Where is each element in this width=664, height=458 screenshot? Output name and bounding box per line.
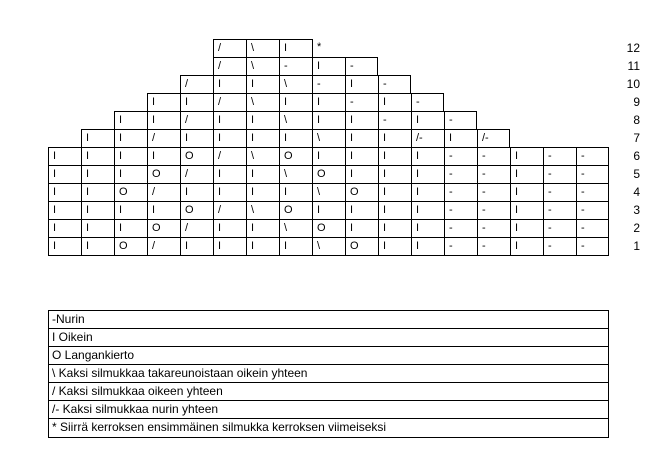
chart-cell: I xyxy=(81,183,114,202)
chart-cell: / xyxy=(213,93,246,112)
chart-cell: / xyxy=(213,147,246,166)
chart-cell: I xyxy=(246,75,279,94)
chart-cell: I xyxy=(312,57,345,76)
chart-cell: - xyxy=(477,165,510,184)
chart-cell: - xyxy=(477,237,510,256)
chart-cell: I xyxy=(81,147,114,166)
chart-cell: - xyxy=(576,237,609,256)
row-number: 5 xyxy=(633,167,640,181)
chart-cell: I xyxy=(378,201,411,220)
chart-cell: I xyxy=(114,219,147,238)
chart-cell: I xyxy=(180,129,213,148)
legend-item-k2tog: / Kaksi silmukkaa oikeen yhteen xyxy=(49,383,608,401)
chart-cell: \ xyxy=(246,93,279,112)
row-number: 3 xyxy=(633,203,640,217)
chart-cell: I xyxy=(180,93,213,112)
row-number: 11 xyxy=(627,59,640,73)
chart-cell: \ xyxy=(279,75,312,94)
chart-cell: I xyxy=(279,129,312,148)
chart-cell: I xyxy=(246,129,279,148)
chart-cell: I xyxy=(312,201,345,220)
chart-cell: I xyxy=(147,111,180,130)
chart-cell: I xyxy=(213,75,246,94)
chart-cell: I xyxy=(345,75,378,94)
chart-cell: I xyxy=(81,201,114,220)
chart-cell: I xyxy=(378,183,411,202)
chart-cell: - xyxy=(411,93,444,112)
chart-cell: O xyxy=(114,237,147,256)
chart-cell: I xyxy=(114,165,147,184)
chart-cell: - xyxy=(477,147,510,166)
chart-cell: O xyxy=(180,147,213,166)
chart-cell: I xyxy=(378,219,411,238)
chart-cell: I xyxy=(378,165,411,184)
chart-cell: - xyxy=(543,201,576,220)
chart-cell: I xyxy=(246,237,279,256)
chart-cell: - xyxy=(444,201,477,220)
chart-cell: - xyxy=(477,201,510,220)
chart-cell: I xyxy=(246,219,279,238)
chart-cell: / xyxy=(180,75,213,94)
chart-cell: - xyxy=(345,93,378,112)
row-number: 7 xyxy=(633,131,640,145)
chart-cell: I xyxy=(279,93,312,112)
chart-cell: I xyxy=(510,147,543,166)
chart-cell: \ xyxy=(312,129,345,148)
legend-item-p2tog: /- Kaksi silmukkaa nurin yhteen xyxy=(49,401,608,419)
chart-cell: / xyxy=(213,201,246,220)
chart-cell: I xyxy=(114,129,147,148)
chart-cell: - xyxy=(543,165,576,184)
chart-cell: I xyxy=(378,129,411,148)
chart-cell: I xyxy=(345,219,378,238)
chart-cell: I xyxy=(345,147,378,166)
chart-cell: I xyxy=(246,165,279,184)
legend-item-ssk: \ Kaksi silmukkaa takareunoistaan oikein yhteen xyxy=(49,365,608,383)
chart-cell: \ xyxy=(246,201,279,220)
chart-cell: I xyxy=(345,129,378,148)
chart-cell: I xyxy=(279,237,312,256)
chart-cell: / xyxy=(213,39,246,58)
chart-cell: \ xyxy=(279,111,312,130)
chart-cell: - xyxy=(576,183,609,202)
chart-cell: - xyxy=(543,147,576,166)
chart-cell: I xyxy=(81,237,114,256)
chart-cell: O xyxy=(180,201,213,220)
chart-cell: I xyxy=(48,237,81,256)
legend-table xyxy=(48,310,609,438)
chart-cell: I xyxy=(378,237,411,256)
chart-cell: I xyxy=(279,39,312,58)
chart-cell: - xyxy=(543,237,576,256)
chart-cell: O xyxy=(345,237,378,256)
chart-cell: I xyxy=(48,147,81,166)
chart-cell: I xyxy=(411,219,444,238)
chart-cell: I xyxy=(213,129,246,148)
chart-cell: \ xyxy=(246,39,279,58)
chart-cell: O xyxy=(279,201,312,220)
chart-cell: I xyxy=(213,237,246,256)
chart-cell: / xyxy=(147,183,180,202)
chart-cell: I xyxy=(510,237,543,256)
chart-cell: I xyxy=(114,147,147,166)
chart-cell: - xyxy=(444,183,477,202)
chart-cell: /- xyxy=(411,129,444,148)
chart-cell: I xyxy=(378,93,411,112)
chart-cell: I xyxy=(246,183,279,202)
chart-cell: I xyxy=(312,93,345,112)
chart-cell: - xyxy=(477,183,510,202)
chart-cell: I xyxy=(48,183,81,202)
chart-cell: I xyxy=(510,165,543,184)
chart-cell: - xyxy=(576,165,609,184)
chart-cell: I xyxy=(81,165,114,184)
chart-cell: I xyxy=(510,183,543,202)
chart-cell: - xyxy=(378,111,411,130)
chart-cell: I xyxy=(180,237,213,256)
chart-cell: \ xyxy=(279,165,312,184)
chart-cell: \ xyxy=(312,237,345,256)
chart-cell: - xyxy=(444,147,477,166)
chart-cell: - xyxy=(345,57,378,76)
chart-cell: I xyxy=(345,165,378,184)
chart-cell: I xyxy=(114,111,147,130)
chart-cell: / xyxy=(147,129,180,148)
chart-cell: / xyxy=(180,111,213,130)
chart-cell: I xyxy=(279,183,312,202)
row-number: 1 xyxy=(633,239,640,253)
legend-item-purl: -Nurin xyxy=(49,311,608,329)
chart-cell: I xyxy=(147,201,180,220)
row-number: 2 xyxy=(633,221,640,235)
chart-cell: - xyxy=(576,147,609,166)
chart-cell: I xyxy=(114,201,147,220)
chart-cell: / xyxy=(180,165,213,184)
chart-cell: I xyxy=(411,183,444,202)
chart-cell: \ xyxy=(246,57,279,76)
chart-cell: I xyxy=(48,201,81,220)
row-number: 6 xyxy=(633,149,640,163)
chart-cell: I xyxy=(345,111,378,130)
chart-cell: /- xyxy=(477,129,510,148)
legend-item-slip-first: * Siirrä kerroksen ensimmäinen silmukka kerroksen viimeiseksi xyxy=(52,420,387,434)
chart-cell: - xyxy=(477,219,510,238)
chart-cell: O xyxy=(345,183,378,202)
chart-cell: \ xyxy=(312,183,345,202)
chart-cell: I xyxy=(411,201,444,220)
row-number: 12 xyxy=(626,41,640,55)
chart-cell: O xyxy=(147,219,180,238)
chart-cell: - xyxy=(444,219,477,238)
chart-cell: O xyxy=(312,219,345,238)
chart-cell: I xyxy=(411,111,444,130)
chart-cell: \ xyxy=(246,147,279,166)
chart-cell: - xyxy=(444,111,477,130)
chart-cell: I xyxy=(510,219,543,238)
chart-cell: - xyxy=(543,183,576,202)
chart-cell: I xyxy=(411,165,444,184)
chart-cell: I xyxy=(312,147,345,166)
chart-cell: I xyxy=(147,93,180,112)
chart-cell: O xyxy=(114,183,147,202)
chart-cell: I xyxy=(378,147,411,166)
chart-cell: - xyxy=(444,237,477,256)
chart-cell: I xyxy=(213,111,246,130)
chart-cell: - xyxy=(444,165,477,184)
chart-cell: I xyxy=(345,201,378,220)
chart-cell: * xyxy=(312,39,345,58)
chart-cell: O xyxy=(312,165,345,184)
row-number: 4 xyxy=(633,185,640,199)
chart-cell: I xyxy=(444,129,477,148)
chart-cell: - xyxy=(543,219,576,238)
chart-cell: O xyxy=(147,165,180,184)
chart-cell: I xyxy=(48,165,81,184)
chart-cell: I xyxy=(213,165,246,184)
chart-cell: I xyxy=(147,147,180,166)
chart-cell: I xyxy=(510,201,543,220)
chart-cell: I xyxy=(213,183,246,202)
chart-cell: I xyxy=(81,219,114,238)
chart-cell: I xyxy=(48,219,81,238)
chart-cell: \ xyxy=(279,219,312,238)
chart-cell: / xyxy=(180,219,213,238)
row-number: 10 xyxy=(626,77,640,91)
chart-cell: I xyxy=(411,147,444,166)
row-number: 8 xyxy=(633,113,640,127)
legend-item-yarn-over: O Langankierto xyxy=(49,347,608,365)
chart-cell: - xyxy=(378,75,411,94)
chart-cell: I xyxy=(246,111,279,130)
chart-cell: - xyxy=(312,75,345,94)
row-number: 9 xyxy=(633,95,640,109)
chart-cell: / xyxy=(213,57,246,76)
chart-cell: - xyxy=(576,201,609,220)
chart-cell: I xyxy=(180,183,213,202)
chart-cell: I xyxy=(213,219,246,238)
chart-cell: I xyxy=(312,111,345,130)
chart-cell: / xyxy=(147,237,180,256)
chart-cell: - xyxy=(279,57,312,76)
chart-cell: I xyxy=(411,237,444,256)
chart-cell: I xyxy=(81,129,114,148)
chart-cell: - xyxy=(576,219,609,238)
legend-item-knit: I Oikein xyxy=(49,329,608,347)
chart-cell: O xyxy=(279,147,312,166)
